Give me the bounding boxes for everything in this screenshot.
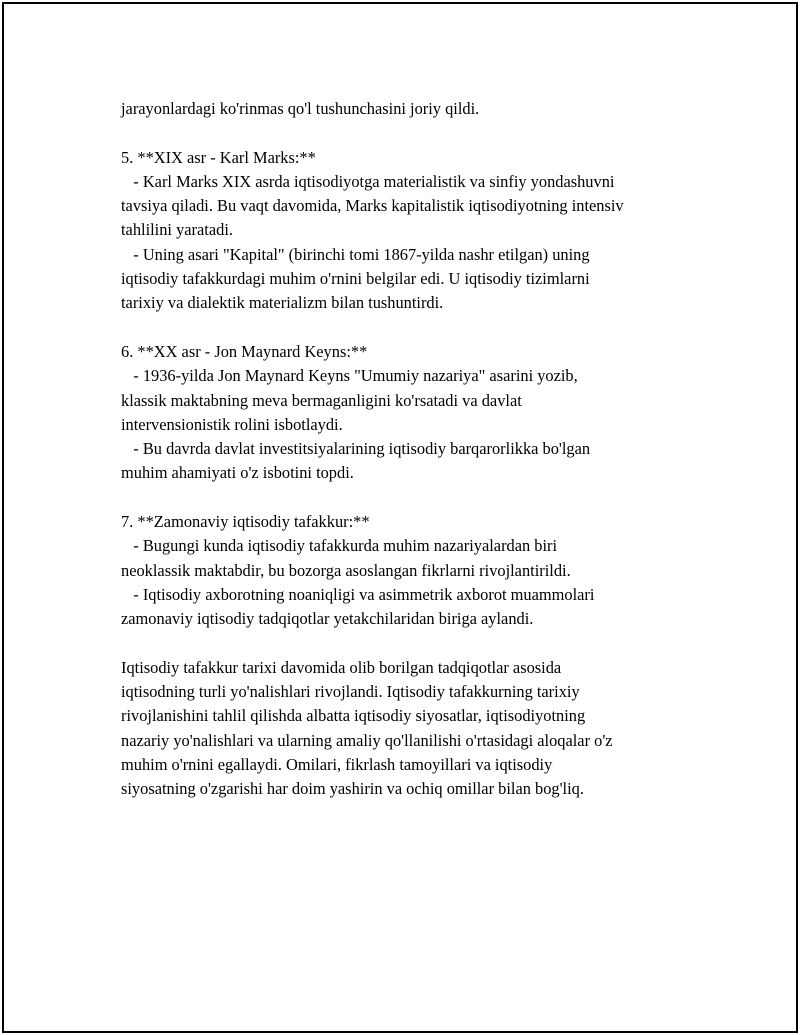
- text-line: zamonaviy iqtisodiy tadqiqotlar yetakchilaridan biriga aylandi.: [121, 609, 534, 629]
- blank-line: [121, 316, 721, 340]
- section-heading: 7. **Zamonaviy iqtisodiy tafakkur:**: [121, 512, 370, 532]
- text-line: - Bugungi kunda iqtisodiy tafakkurda muhim nazariyalardan biri: [121, 536, 558, 556]
- text-line: - Uning asari "Kapital" (birinchi tomi 1867-yilda nashr etilgan) uning: [121, 244, 590, 264]
- text-line: muhim ahamiyati o'z isbotini topdi.: [121, 463, 354, 483]
- text-line: intervensionistik rolini isbotlaydi.: [121, 414, 343, 434]
- conclusion-line: rivojlanishini tahlil qilishda albatta iqtisodiy siyosatlar, iqtisodiyotning: [121, 706, 586, 726]
- text-line: - 1936-yilda Jon Maynard Keyns "Umumiy nazariya" asarini yozib,: [121, 366, 578, 386]
- text-line: - Bu davrda davlat investitsiyalarining iqtisodiy barqarorlikka bo'lgan: [121, 439, 591, 459]
- section-heading: 5. **XIX asr - Karl Marks:**: [121, 147, 316, 167]
- section-heading: 6. **XX asr - Jon Maynard Keyns:**: [121, 341, 368, 361]
- text-line: tahlilini yaratadi.: [121, 220, 233, 240]
- conclusion-line: nazariy yo'nalishlari va ularning amaliy qo'llanilishi o'rtasidagi aloqalar o'z: [121, 730, 613, 750]
- text-line: klassik maktabning meva bermaganligini ko'rsatadi va davlat: [121, 390, 522, 410]
- text-line: - Iqtisodiy axborotning noaniqligi va asimmetrik axborot muammolari: [121, 584, 595, 604]
- document-body: [121, 97, 721, 802]
- text-line: tarixiy va dialektik materializm bilan tushuntirdi.: [121, 293, 444, 313]
- text-line: tavsiya qiladi. Bu vaqt davomida, Marks kapitalistik iqtisodiyotning intensiv: [121, 196, 624, 216]
- blank-line: [121, 486, 721, 510]
- blank-line: [121, 121, 721, 145]
- text-line: neoklassik maktabdir, bu bozorga asoslangan fikrlarni rivojlantirildi.: [121, 560, 571, 580]
- conclusion-line: siyosatning o'zgarishi har doim yashirin va ochiq omillar bilan bog'liq.: [121, 779, 584, 799]
- conclusion-line: muhim o'rnini egallaydi. Omilari, fikrlash tamoyillari va iqtisodiy: [121, 755, 553, 775]
- text-line: iqtisodiy tafakkurdagi muhim o'rnini belgilar edi. U iqtisodiy tizimlarni: [121, 269, 590, 289]
- conclusion-line: Iqtisodiy tafakkur tarixi davomida olib borilgan tadqiqotlar asosida: [121, 657, 562, 677]
- page-frame: [2, 2, 798, 1033]
- text-line: jarayonlardagi ko'rinmas qo'l tushunchasini joriy qildi.: [121, 99, 480, 118]
- conclusion-line: iqtisodning turli yo'nalishlari rivojlandi. Iqtisodiy tafakkurning tarixiy: [121, 682, 580, 702]
- text-line: - Karl Marks XIX asrda iqtisodiyotga materialistik va sinfiy yondashuvni: [121, 171, 615, 191]
- blank-line: [121, 632, 721, 656]
